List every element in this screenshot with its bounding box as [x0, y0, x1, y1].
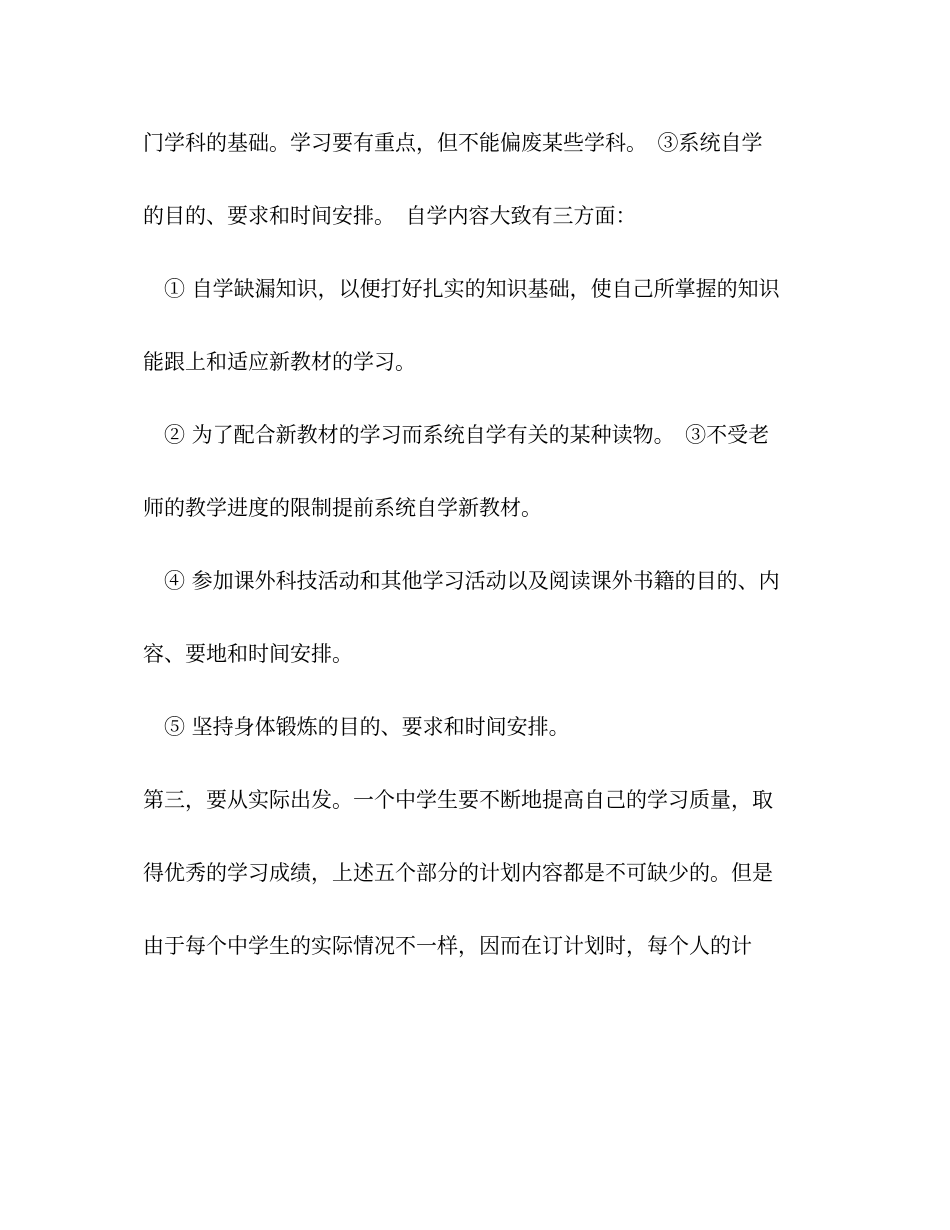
- list-item: ② 为了配合新教材的学习而系统自学有关的某种读物。 ③不受老: [143, 423, 770, 447]
- text-line: 的目的、要求和时间安排。 自学内容大致有三方面：: [143, 204, 637, 228]
- list-item: ④ 参加课外科技活动和其他学习活动以及阅读课外书籍的目的、内: [143, 569, 780, 593]
- text-line: 能跟上和适应新教材的学习。: [143, 350, 416, 374]
- text-line: 门学科的基础。学习要有重点，但不能偏废某些学科。 ③系统自学: [143, 131, 763, 155]
- paragraph-line: 由于每个中学生的实际情况不一样，因而在订计划时，每个人的计: [143, 934, 752, 958]
- text-line: 容、要地和时间安排。: [143, 642, 353, 666]
- text-line: 师的教学进度的限制提前系统自学新教材。: [143, 496, 542, 520]
- paragraph-line: 得优秀的学习成绩，上述五个部分的计划内容都是不可缺少的。但是: [143, 861, 773, 885]
- list-item: ⑤ 坚持身体锻炼的目的、要求和时间安排。: [143, 715, 570, 739]
- list-item: ① 自学缺漏知识，以便打好扎实的知识基础，使自己所掌握的知识: [143, 277, 780, 301]
- paragraph-line: 第三，要从实际出发。一个中学生要不断地提高自己的学习质量，取: [143, 788, 773, 812]
